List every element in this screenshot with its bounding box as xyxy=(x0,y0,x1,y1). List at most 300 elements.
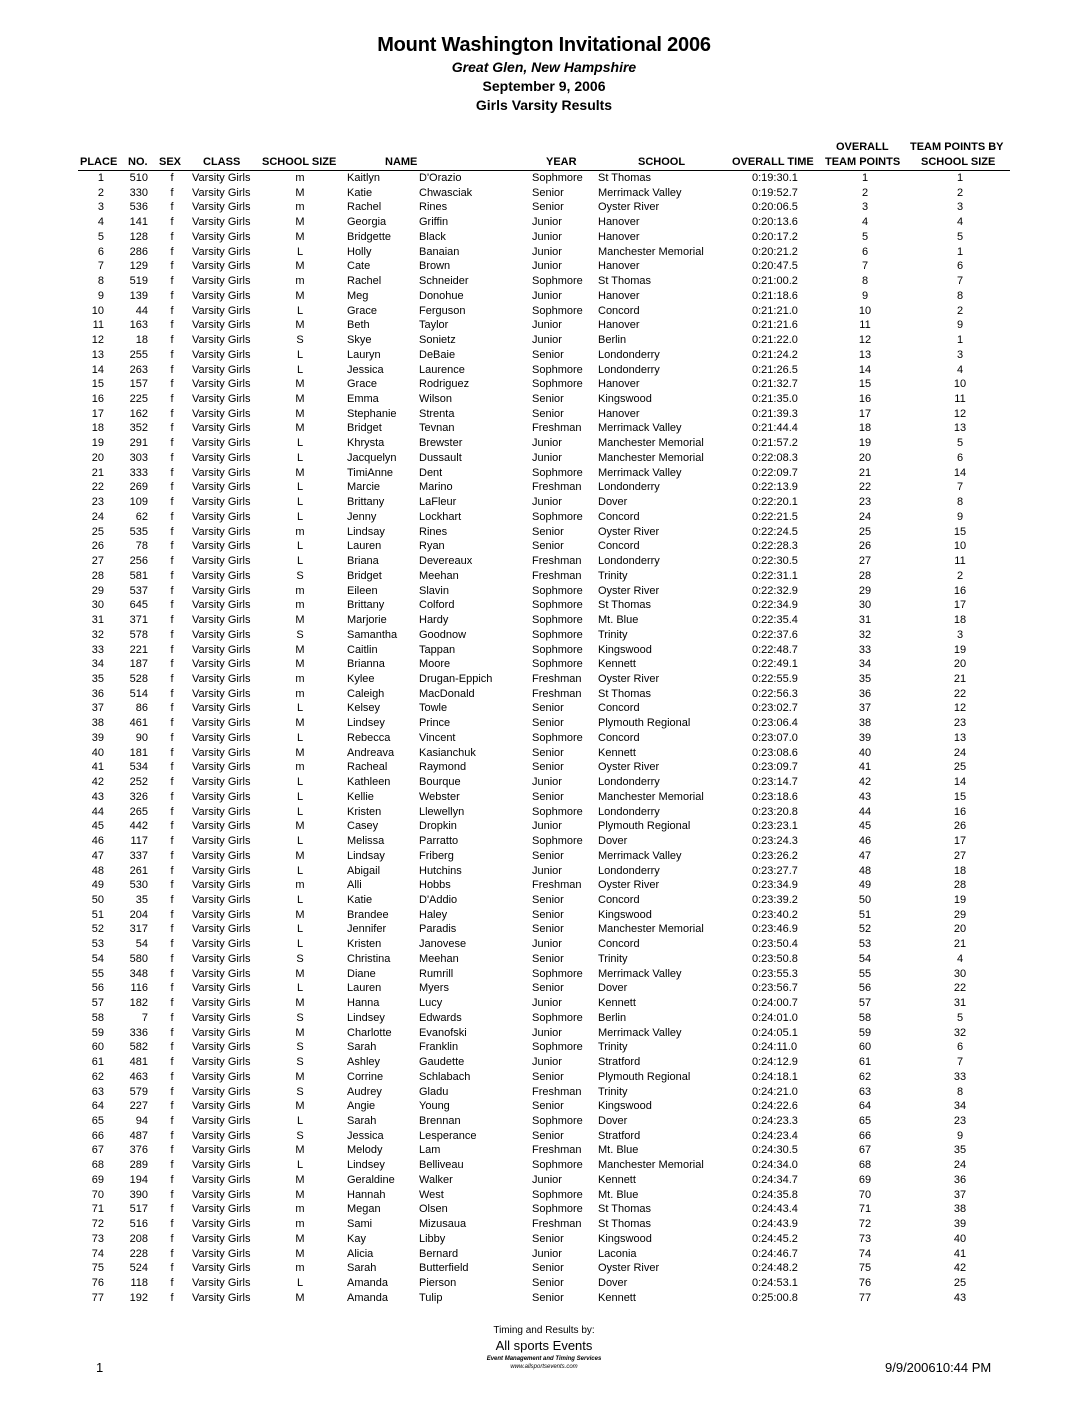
table-row xyxy=(0,1276,1088,1291)
cell-last: Sonietz xyxy=(419,334,456,347)
col-school-header: SCHOOL xyxy=(638,156,686,168)
cell-year: Sophmore xyxy=(532,378,583,391)
cell-overall: 19 xyxy=(858,437,872,450)
cell-school: Oyster River xyxy=(598,1262,660,1275)
table-row xyxy=(0,643,1088,658)
cell-no: 336 xyxy=(129,1026,148,1039)
cell-year: Sophmore xyxy=(532,1041,583,1054)
cell-place: 9 xyxy=(97,289,104,302)
cell-overall: 50 xyxy=(858,893,872,906)
cell-time: 0:24:53.1 xyxy=(752,1277,798,1290)
table-row xyxy=(0,200,1088,215)
cell-last: Raymond xyxy=(419,761,467,774)
cell-overall: 16 xyxy=(858,393,872,406)
cell-first: Megan xyxy=(347,1203,381,1216)
col-teampoints-header-line1: TEAM POINTS BY xyxy=(910,141,1004,153)
cell-sex: f xyxy=(170,997,174,1010)
cell-size: S xyxy=(296,1011,304,1024)
cell-place: 8 xyxy=(97,275,104,288)
table-row xyxy=(0,230,1088,245)
cell-class: Varsity Girls xyxy=(192,1277,251,1290)
cell-time: 0:21:26.5 xyxy=(752,363,798,376)
cell-year: Sophmore xyxy=(532,172,583,184)
cell-class: Varsity Girls xyxy=(192,363,251,376)
cell-no: 517 xyxy=(129,1203,148,1216)
cell-overall: 38 xyxy=(858,717,872,730)
table-row xyxy=(0,407,1088,422)
cell-school: Kingswood xyxy=(598,393,652,406)
cell-class: Varsity Girls xyxy=(192,790,251,803)
cell-sex: f xyxy=(170,864,174,877)
cell-size: S xyxy=(296,1056,304,1069)
cell-last: Walker xyxy=(419,1173,453,1186)
cell-first: Alicia xyxy=(347,1247,374,1260)
cell-overall: 46 xyxy=(858,835,872,848)
cell-no: 44 xyxy=(135,304,148,317)
cell-teampts: 42 xyxy=(953,1262,967,1275)
cell-place: 13 xyxy=(91,348,104,361)
cell-overall: 62 xyxy=(858,1070,872,1083)
cell-place: 65 xyxy=(91,1115,104,1127)
table-row xyxy=(0,274,1088,289)
table-row xyxy=(0,878,1088,893)
cell-school: Oyster River xyxy=(598,672,660,685)
cell-last: Meehan xyxy=(419,569,459,582)
cell-no: 252 xyxy=(129,776,148,789)
cell-last: Ryan xyxy=(419,540,445,553)
cell-no: 487 xyxy=(129,1129,148,1142)
cell-class: Varsity Girls xyxy=(192,1188,251,1201)
cell-sex: f xyxy=(170,172,174,184)
cell-size: L xyxy=(296,304,304,317)
cell-size: m xyxy=(295,672,305,685)
cell-teampts: 11 xyxy=(954,555,966,568)
cell-overall: 13 xyxy=(858,348,872,361)
cell-place: 36 xyxy=(91,687,104,700)
cell-size: M xyxy=(295,289,305,302)
cell-overall: 41 xyxy=(858,761,872,774)
cell-no: 261 xyxy=(129,864,148,877)
cell-size: L xyxy=(296,938,304,951)
cell-sex: f xyxy=(170,289,174,302)
cell-last: Mizusaua xyxy=(419,1218,467,1231)
cell-school: St Thomas xyxy=(598,1203,651,1216)
cell-size: L xyxy=(296,1159,304,1172)
cell-no: 291 xyxy=(129,437,148,450)
cell-no: 109 xyxy=(129,496,148,509)
cell-overall: 67 xyxy=(858,1144,872,1157)
cell-school: Londonderry xyxy=(598,805,660,818)
table-row xyxy=(0,908,1088,923)
cell-place: 35 xyxy=(91,672,104,685)
cell-overall: 49 xyxy=(858,879,872,892)
cell-first: Diane xyxy=(347,967,376,980)
cell-sex: f xyxy=(170,1115,174,1127)
cell-overall: 3 xyxy=(861,201,869,214)
cell-year: Sophmore xyxy=(532,1203,583,1216)
cell-size: M xyxy=(295,1070,305,1083)
table-row xyxy=(0,716,1088,731)
cell-year: Sophmore xyxy=(532,599,583,612)
cell-overall: 32 xyxy=(858,628,872,641)
cell-year: Sophmore xyxy=(532,1011,583,1024)
cell-time: 0:23:09.7 xyxy=(752,761,798,774)
cell-first: Kellie xyxy=(347,790,374,803)
table-row xyxy=(0,1247,1088,1262)
cell-size: L xyxy=(296,1115,304,1127)
cell-last: Tappan xyxy=(419,643,456,656)
cell-time: 0:23:56.7 xyxy=(752,982,798,995)
cell-no: 181 xyxy=(129,746,148,759)
cell-no: 376 xyxy=(129,1144,148,1157)
cell-time: 0:24:35.8 xyxy=(752,1188,798,1201)
cell-class: Varsity Girls xyxy=(192,1115,251,1127)
cell-place: 16 xyxy=(91,393,104,406)
table-row xyxy=(0,937,1088,952)
cell-school: Kennett xyxy=(598,1173,636,1186)
cell-size: M xyxy=(295,717,305,730)
cell-school: Oyster River xyxy=(598,761,660,774)
cell-sex: f xyxy=(170,510,174,523)
cell-no: 187 xyxy=(129,658,148,671)
cell-teampts: 2 xyxy=(956,186,964,199)
cell-teampts: 21 xyxy=(953,672,967,685)
cell-sex: f xyxy=(170,982,174,995)
cell-teampts: 12 xyxy=(953,702,967,715)
cell-class: Varsity Girls xyxy=(192,761,251,774)
cell-class: Varsity Girls xyxy=(192,1144,251,1157)
col-no-header: NO. xyxy=(128,156,148,168)
cell-time: 0:23:50.4 xyxy=(752,938,798,951)
cell-class: Varsity Girls xyxy=(192,407,251,420)
cell-size: m xyxy=(295,599,305,612)
cell-overall: 48 xyxy=(858,864,872,877)
cell-sex: f xyxy=(170,687,174,700)
cell-first: Rachel xyxy=(347,201,382,214)
cell-place: 76 xyxy=(91,1277,104,1290)
cell-place: 11 xyxy=(92,319,104,332)
cell-size: L xyxy=(296,864,304,877)
col-year-header: YEAR xyxy=(546,156,577,168)
cell-year: Junior xyxy=(532,997,562,1010)
cell-school: Kingswood xyxy=(598,1232,652,1245)
cell-time: 0:24:23.3 xyxy=(752,1115,798,1127)
cell-teampts: 23 xyxy=(953,717,967,730)
table-row xyxy=(0,1070,1088,1085)
cell-class: Varsity Girls xyxy=(192,643,251,656)
cell-sex: f xyxy=(170,1247,174,1260)
cell-sex: f xyxy=(170,658,174,671)
cell-no: 255 xyxy=(129,348,148,361)
cell-last: Parratto xyxy=(419,835,459,848)
cell-place: 43 xyxy=(91,790,104,803)
cell-no: 333 xyxy=(129,466,148,479)
cell-time: 0:22:55.9 xyxy=(752,672,798,685)
cell-size: M xyxy=(295,614,305,627)
cell-class: Varsity Girls xyxy=(192,952,251,965)
cell-teampts: 20 xyxy=(953,658,967,671)
cell-school: Dover xyxy=(598,982,628,995)
cell-last: Banaian xyxy=(419,245,460,258)
cell-first: Samantha xyxy=(347,628,398,641)
cell-last: Ferguson xyxy=(419,304,466,317)
cell-last: Brewster xyxy=(419,437,463,450)
cell-place: 62 xyxy=(91,1070,104,1083)
cell-school: Kennett xyxy=(598,746,636,759)
cell-overall: 57 xyxy=(858,997,872,1010)
cell-first: Khrysta xyxy=(347,437,385,450)
cell-teampts: 17 xyxy=(953,599,967,612)
cell-no: 94 xyxy=(135,1115,148,1127)
cell-year: Junior xyxy=(532,1173,562,1186)
cell-overall: 55 xyxy=(858,967,872,980)
cell-place: 37 xyxy=(91,702,104,715)
cell-school: Stratford xyxy=(598,1056,641,1069)
cell-sex: f xyxy=(170,1188,174,1201)
cell-year: Sophmore xyxy=(532,658,583,671)
cell-time: 0:22:35.4 xyxy=(752,614,798,627)
cell-last: Janovese xyxy=(419,938,467,951)
table-row xyxy=(0,363,1088,378)
cell-no: 90 xyxy=(135,731,148,744)
cell-first: Caleigh xyxy=(347,687,385,700)
cell-sex: f xyxy=(170,481,174,494)
cell-year: Sophmore xyxy=(532,304,583,317)
cell-place: 69 xyxy=(91,1173,104,1186)
cell-sex: f xyxy=(170,245,174,258)
cell-teampts: 22 xyxy=(953,687,967,700)
cell-first: Eileen xyxy=(347,584,378,597)
cell-school: Manchester Memorial xyxy=(598,245,704,258)
table-row xyxy=(0,377,1088,392)
cell-year: Junior xyxy=(532,216,562,229)
cell-last: Myers xyxy=(419,982,449,995)
cell-class: Varsity Girls xyxy=(192,746,251,759)
cell-place: 5 xyxy=(97,230,104,243)
cell-last: Slavin xyxy=(419,584,449,597)
cell-size: L xyxy=(296,348,304,361)
cell-class: Varsity Girls xyxy=(192,967,251,980)
cell-year: Senior xyxy=(532,407,564,420)
cell-size: m xyxy=(295,879,305,892)
cell-place: 12 xyxy=(91,334,104,347)
cell-last: Gaudette xyxy=(419,1056,465,1069)
cell-first: Lauren xyxy=(347,982,382,995)
cell-teampts: 2 xyxy=(956,304,964,317)
cell-class: Varsity Girls xyxy=(192,879,251,892)
cell-place: 30 xyxy=(91,599,104,612)
cell-place: 19 xyxy=(91,437,104,450)
cell-last: Colford xyxy=(419,599,455,612)
table-row xyxy=(0,775,1088,790)
cell-year: Senior xyxy=(532,746,564,759)
cell-class: Varsity Girls xyxy=(192,201,251,214)
cell-size: M xyxy=(295,820,305,833)
cell-year: Junior xyxy=(532,1026,562,1039)
cell-teampts: 43 xyxy=(953,1291,967,1304)
cell-time: 0:23:39.2 xyxy=(752,893,798,906)
cell-year: Senior xyxy=(532,1070,564,1083)
cell-teampts: 14 xyxy=(953,776,967,789)
footer-timing-by: Timing and Results by: xyxy=(493,1325,595,1336)
cell-teampts: 36 xyxy=(953,1173,967,1186)
cell-teampts: 7 xyxy=(956,1056,964,1069)
cell-year: Junior xyxy=(532,1056,562,1069)
cell-class: Varsity Girls xyxy=(192,260,251,273)
cell-sex: f xyxy=(170,1218,174,1231)
cell-class: Varsity Girls xyxy=(192,245,251,258)
cell-year: Senior xyxy=(532,790,564,803)
table-row xyxy=(0,613,1088,628)
cell-teampts: 18 xyxy=(953,864,967,877)
cell-no: 162 xyxy=(129,407,148,420)
cell-time: 0:23:23.1 xyxy=(752,820,798,833)
cell-teampts: 1 xyxy=(956,172,964,184)
cell-place: 3 xyxy=(97,201,104,214)
cell-school: St Thomas xyxy=(598,275,651,288)
cell-year: Sophmore xyxy=(532,731,583,744)
cell-teampts: 40 xyxy=(953,1232,967,1245)
table-row xyxy=(0,790,1088,805)
cell-school: Trinity xyxy=(598,569,628,582)
cell-time: 0:24:43.4 xyxy=(752,1203,798,1216)
cell-place: 14 xyxy=(91,363,104,376)
cell-teampts: 12 xyxy=(953,407,967,420)
cell-overall: 14 xyxy=(858,363,872,376)
cell-place: 21 xyxy=(91,466,104,479)
cell-year: Freshman xyxy=(532,879,582,892)
table-row xyxy=(0,215,1088,230)
cell-class: Varsity Girls xyxy=(192,1070,251,1083)
table-row xyxy=(0,1099,1088,1114)
cell-year: Freshman xyxy=(532,1085,582,1098)
cell-last: Young xyxy=(419,1100,450,1113)
cell-school: Concord xyxy=(598,938,640,951)
cell-sex: f xyxy=(170,731,174,744)
cell-year: Junior xyxy=(532,938,562,951)
cell-overall: 30 xyxy=(858,599,872,612)
cell-sex: f xyxy=(170,334,174,347)
cell-first: Beth xyxy=(347,319,370,332)
cell-place: 70 xyxy=(91,1188,104,1201)
cell-school: Trinity xyxy=(598,952,628,965)
table-row xyxy=(0,245,1088,260)
cell-class: Varsity Girls xyxy=(192,172,251,184)
cell-class: Varsity Girls xyxy=(192,1173,251,1186)
cell-time: 0:24:46.7 xyxy=(752,1247,798,1260)
cell-first: TimiAnne xyxy=(347,466,394,479)
cell-sex: f xyxy=(170,407,174,420)
cell-place: 24 xyxy=(91,510,104,523)
cell-time: 0:24:23.4 xyxy=(752,1129,798,1142)
cell-teampts: 5 xyxy=(956,230,964,243)
cell-no: 516 xyxy=(129,1218,148,1231)
cell-size: L xyxy=(296,893,304,906)
cell-school: Hanover xyxy=(598,230,640,243)
cell-time: 0:19:30.1 xyxy=(752,172,798,184)
cell-no: 519 xyxy=(129,275,148,288)
cell-time: 0:21:39.3 xyxy=(752,407,798,420)
cell-sex: f xyxy=(170,451,174,464)
cell-teampts: 30 xyxy=(953,967,967,980)
cell-first: Brandee xyxy=(347,908,389,921)
document-title: Mount Washington Invitational 2006 xyxy=(377,34,711,56)
cell-class: Varsity Girls xyxy=(192,982,251,995)
cell-size: S xyxy=(296,628,304,641)
cell-first: Hanna xyxy=(347,997,380,1010)
cell-school: Londonderry xyxy=(598,348,660,361)
cell-overall: 2 xyxy=(861,186,869,199)
cell-no: 256 xyxy=(129,555,148,568)
cell-time: 0:23:18.6 xyxy=(752,790,798,803)
cell-last: Belliveau xyxy=(419,1159,464,1172)
cell-overall: 56 xyxy=(858,982,872,995)
cell-first: Amanda xyxy=(347,1277,388,1290)
cell-teampts: 6 xyxy=(956,451,964,464)
cell-class: Varsity Girls xyxy=(192,1291,251,1304)
cell-teampts: 10 xyxy=(953,378,967,391)
cell-first: Hannah xyxy=(347,1188,386,1201)
cell-year: Junior xyxy=(532,496,562,509)
cell-size: M xyxy=(295,1026,305,1039)
cell-year: Junior xyxy=(532,820,562,833)
cell-place: 60 xyxy=(91,1041,104,1054)
cell-year: Senior xyxy=(532,893,564,906)
cell-size: L xyxy=(296,776,304,789)
cell-year: Sophmore xyxy=(532,967,583,980)
cell-first: Jacquelyn xyxy=(347,451,397,464)
cell-year: Senior xyxy=(532,1129,564,1142)
cell-sex: f xyxy=(170,540,174,553)
cell-teampts: 6 xyxy=(956,260,964,273)
cell-first: Katie xyxy=(347,186,373,199)
cell-first: Bridgette xyxy=(347,230,392,243)
cell-size: L xyxy=(296,923,304,936)
cell-size: m xyxy=(295,1203,305,1216)
cell-place: 61 xyxy=(91,1056,104,1069)
cell-last: Rines xyxy=(419,525,448,538)
cell-size: m xyxy=(295,687,305,700)
cell-size: S xyxy=(296,1129,304,1142)
cell-teampts: 17 xyxy=(953,835,967,848)
cell-year: Freshman xyxy=(532,672,582,685)
cell-first: Caitlin xyxy=(347,643,378,656)
cell-overall: 74 xyxy=(858,1247,872,1260)
cell-overall: 47 xyxy=(858,849,872,862)
cell-first: Katie xyxy=(347,893,373,906)
cell-last: Butterfield xyxy=(419,1262,469,1275)
cell-last: Wilson xyxy=(419,393,453,406)
cell-no: 35 xyxy=(135,893,148,906)
cell-overall: 37 xyxy=(858,702,872,715)
cell-last: Franklin xyxy=(419,1041,459,1054)
cell-last: Towle xyxy=(419,702,448,715)
cell-class: Varsity Girls xyxy=(192,569,251,582)
cell-sex: f xyxy=(170,938,174,951)
cell-no: 129 xyxy=(129,260,148,273)
cell-size: L xyxy=(296,731,304,744)
cell-overall: 69 xyxy=(858,1173,872,1186)
cell-sex: f xyxy=(170,1232,174,1245)
table-row xyxy=(0,1232,1088,1247)
table-row xyxy=(0,421,1088,436)
cell-sex: f xyxy=(170,643,174,656)
cell-overall: 70 xyxy=(858,1188,872,1201)
cell-teampts: 5 xyxy=(956,437,964,450)
col-class-header: CLASS xyxy=(203,156,241,168)
cell-time: 0:23:27.7 xyxy=(752,864,798,877)
cell-place: 33 xyxy=(91,643,104,656)
